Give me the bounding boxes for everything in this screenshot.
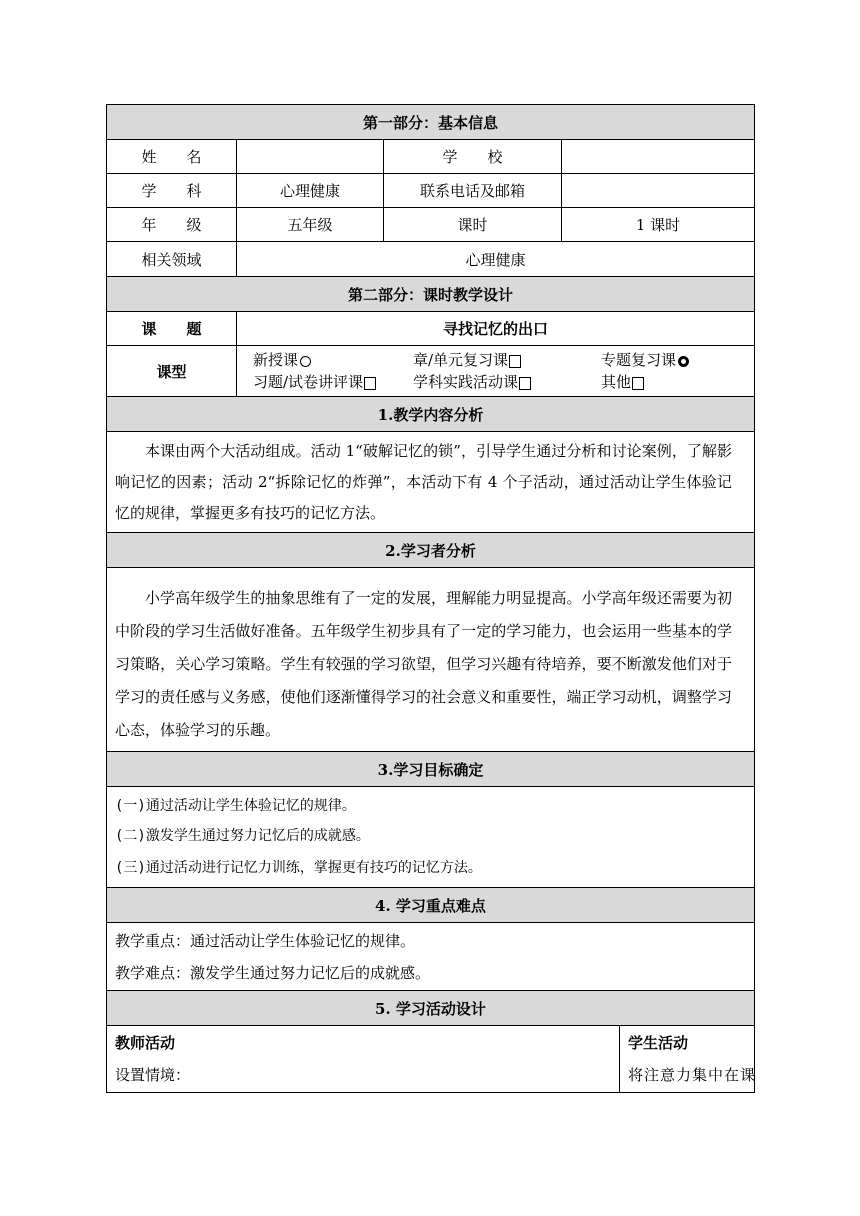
lesson-type-option-label: 新授课 (253, 351, 299, 369)
school-label: 学 校 (384, 140, 562, 174)
teacher-activity-text: 设置情境： (115, 1066, 191, 1084)
student-activity-cell (620, 1026, 755, 1093)
topic-value: 寻找记忆的出口 (237, 312, 755, 346)
lesson-type-option (601, 371, 751, 393)
goals-cell (107, 787, 755, 888)
student-activity-text: 将注意力集中在课 (628, 1066, 757, 1084)
lesson-type-option (253, 371, 413, 393)
goal-item-1: (一)通过活动让学生体验记忆的规律。 (115, 798, 356, 814)
grade-value: 五年级 (237, 208, 384, 242)
content-analysis-header: 1.教学内容分析 (107, 397, 755, 432)
contact-value (562, 174, 755, 208)
hours-label: 课时 (384, 208, 562, 242)
lesson-type-option-label: 学科实践活动课 (413, 373, 519, 391)
part2-header: 第二部分：课时教学设计 (107, 277, 755, 312)
learner-analysis-cell (107, 568, 755, 752)
subject-label: 学 科 (107, 174, 237, 208)
hours-value: 1 课时 (562, 208, 755, 242)
goal-item-2: (二)激发学生通过努力记忆后的成就感。 (115, 828, 370, 844)
lesson-type-option (601, 349, 751, 371)
keypoints-cell (107, 923, 755, 991)
checkbox-empty-icon (509, 355, 521, 368)
radio-selected-icon (678, 356, 689, 367)
student-activity-title: 学生活动 (628, 1034, 689, 1052)
grade-label: 年 级 (107, 208, 237, 242)
checkbox-empty-icon (364, 377, 376, 390)
lesson-plan-document (106, 104, 757, 1093)
part1-header: 第一部分：基本信息 (107, 105, 755, 140)
teaching-focus: 教学重点：通过活动让学生体验记忆的规律。 (115, 931, 416, 950)
lesson-type-grid (237, 348, 754, 394)
activities-header: 5. 学习活动设计 (107, 991, 755, 1026)
goal-item-3: (三)通过活动进行记忆力训练，掌握更有技巧的记忆方法。 (115, 860, 482, 876)
lesson-type-options (237, 346, 755, 397)
content-analysis-text: 本课由两个大活动组成。活动 1“破解记忆的锁”，引导学生通过分析和讨论案例，了解影响记忆的因素；活动 2“拆除记忆的炸弹”，本活动下有 4 个子活动，通过活动让学生体验记忆的规律，掌握更多有技巧的记忆方法。 (115, 441, 732, 522)
lesson-type-label: 课型 (107, 346, 237, 397)
checkbox-empty-icon (519, 377, 531, 390)
domain-label: 相关领域 (107, 242, 237, 277)
keypoints-header: 4. 学习重点难点 (107, 888, 755, 923)
teacher-activity-cell (107, 1026, 620, 1093)
learner-analysis-text: 小学高年级学生的抽象思维有了一定的发展，理解能力明显提高。小学高年级还需要为初中阶段的学习生活做好准备。五年级学生初步具有了一定的学习能力，也会运用一些基本的学习策略，关心学习策略。学生有较强的学习欲望，但学习兴趣有待培养，要不断激发他们对于学习的责任感与义务感，使他们逐渐懂得学习的社会意义和重要性，端正学习动机，调整学习心态，体验学习的乐趣。 (115, 589, 732, 739)
subject-value: 心理健康 (237, 174, 384, 208)
content-analysis-cell (107, 432, 755, 533)
goals-header: 3.学习目标确定 (107, 752, 755, 787)
learner-analysis-header: 2.学习者分析 (107, 533, 755, 568)
checkbox-empty-icon (632, 377, 644, 390)
topic-label: 课 题 (107, 312, 237, 346)
name-label: 姓 名 (107, 140, 237, 174)
name-value (237, 140, 384, 174)
domain-value: 心理健康 (237, 242, 755, 277)
lesson-type-option-label: 习题/试卷讲评课 (253, 373, 364, 391)
lesson-type-option-label: 章/单元复习课 (413, 351, 509, 369)
lesson-type-option-label: 专题复习课 (601, 351, 677, 369)
lesson-type-option-label: 其他 (601, 373, 632, 391)
school-value (562, 140, 755, 174)
teaching-difficulty: 教学难点：激发学生通过努力记忆后的成就感。 (115, 963, 431, 982)
lesson-plan-table (106, 104, 755, 1093)
teacher-activity-title: 教师活动 (115, 1034, 176, 1052)
radio-empty-icon (300, 356, 311, 367)
lesson-type-option (413, 371, 601, 393)
lesson-type-option (413, 349, 601, 371)
lesson-type-option (253, 349, 413, 371)
contact-label: 联系电话及邮箱 (384, 174, 562, 208)
